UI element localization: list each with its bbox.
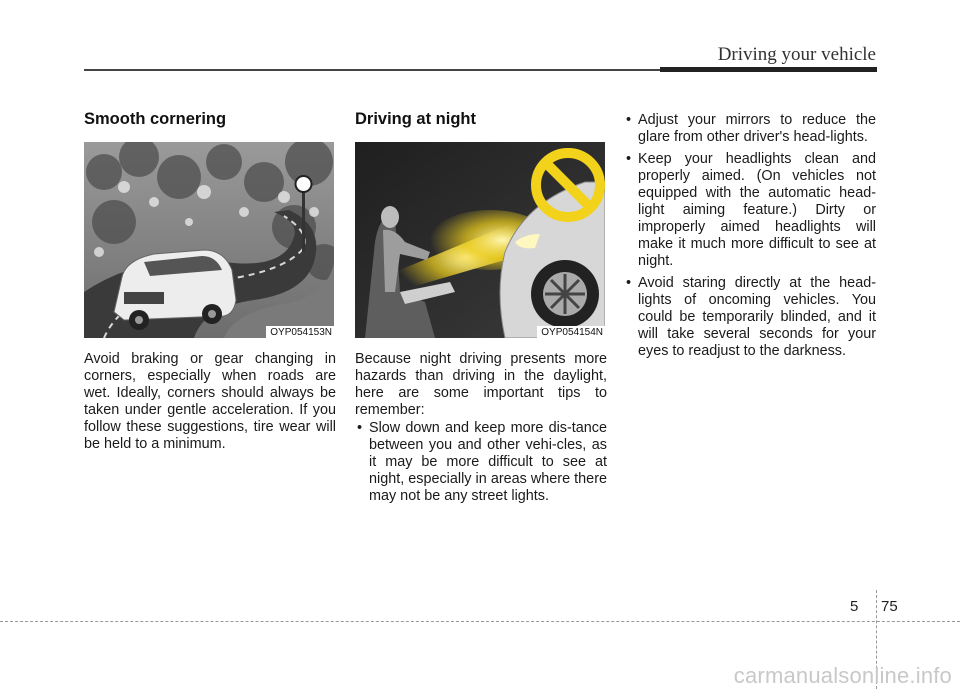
bullet-icon: • [626,275,632,291]
night-tips-list [355,420,607,505]
smooth-cornering-figure [84,142,334,338]
list-item: • Adjust your mirrors to reduce the glare from other driver's head-lights. [626,112,876,145]
figure-code: OYP054153N [266,326,334,338]
bullet-icon: • [626,151,632,167]
figure-code: OYP054154N [537,326,605,338]
header-title: Driving your vehicle [717,44,876,65]
list-item: • Slow down and keep more dis-tance between you and other vehi-cles, as it may be more difficult to see at night, especially in areas where there may not be any street lights. [357,420,607,504]
watermark-text: carmanualsonline.info [733,663,952,688]
right-column [624,112,876,365]
night-tips-list-continued [624,112,876,360]
page-number: 75 [881,598,898,615]
bullet-icon: • [626,112,632,128]
smooth-cornering-paragraph: Avoid braking or gear changing in corners, especially when roads are wet. Ideally, corners should always be taken under gentle acceleration. If you follow these suggestions, tire wear will be held to a minimum. [84,351,336,452]
left-column [84,110,336,453]
minivan-icon [114,250,236,330]
footer-rule [0,621,960,622]
cornering-illustration [84,142,334,338]
night-driving-paragraph: Because night driving presents more hazards than driving in the daylight, here are some important tips to remember: [355,351,607,418]
list-item: • Keep your headlights clean and properly aimed. (On vehicles not equipped with the automatic head-light aiming feature.) Dirty or improperly aimed headlights will make it much more difficult to see at night. [626,151,876,269]
middle-column [355,110,607,511]
chapter-number: 5 [850,598,859,615]
header-rule-accent [660,67,877,72]
night-glare-illustration [355,142,605,338]
section-heading-smooth-cornering: Smooth cornering [84,110,227,128]
bullet-icon: • [357,420,363,436]
night-driving-figure [355,142,605,338]
section-heading-driving-at-night: Driving at night [355,110,476,128]
list-item: • Avoid staring directly at the head-lights of oncoming vehicles. You could be temporarily blinded, and it will take several seconds for your eyes to readjust to the darkness. [626,275,876,359]
header-rule [84,69,660,71]
